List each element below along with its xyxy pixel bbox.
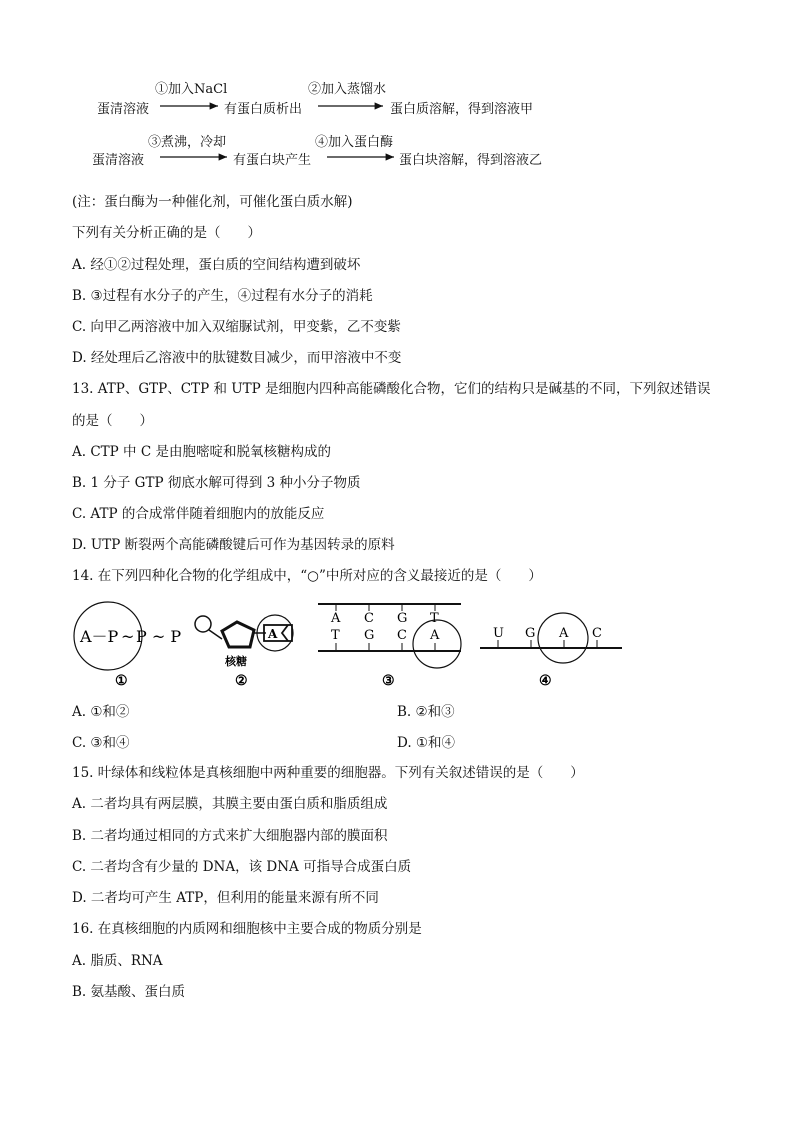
q15-option-a[interactable]: A. 二者均具有两层膜，其膜主要由蛋白质和脂质组成 [72, 796, 388, 812]
flow2-end: 蛋白块溶解，得到溶液乙 [399, 153, 543, 168]
q12-option-d[interactable]: D. 经处理后乙溶液中的肽键数目减少，而甲溶液中不变 [72, 350, 402, 366]
q14-figure2 [195, 615, 293, 689]
q14-option-d[interactable]: D. ①和④ [397, 735, 456, 751]
q16-option-a[interactable]: A. 脂质、RNA [72, 953, 163, 969]
fig3-bottom-base: A [430, 628, 440, 643]
fig1-label: ① [115, 673, 128, 689]
q12-option-b[interactable]: B. ③过程有水分子的产生，④过程有水分子的消耗 [72, 288, 373, 304]
q14-figure4 [480, 613, 622, 689]
fig1-text-tilde: ~ [121, 627, 135, 646]
q14-option-b[interactable]: B. ②和③ [397, 704, 455, 720]
q13-option-a[interactable]: A. CTP 中 C 是由胞嘧啶和脱氧核糖构成的 [72, 444, 331, 460]
fig3-bottom-base: C [397, 628, 407, 643]
flow1-step2-label: ②加入蒸馏水 [308, 82, 387, 97]
fig3-top-base: G [397, 611, 408, 626]
fig3-bottom-base: T [331, 628, 340, 643]
q15-option-d[interactable]: D. 二者均可产生 ATP，但利用的能量来源有所不同 [72, 890, 379, 906]
q14-figure1 [74, 602, 181, 689]
flow2-step1-label: ③煮沸，冷却 [148, 135, 227, 150]
flow1-start: 蛋清溶液 [97, 102, 150, 117]
fig2-phosphate-circle [195, 616, 211, 632]
q13-option-c[interactable]: C. ATP 的合成常伴随着细胞内的放能反应 [72, 506, 325, 522]
flow1-end: 蛋白质溶解，得到溶液甲 [390, 102, 534, 117]
q13-option-b[interactable]: B. 1 分子 GTP 彻底水解可得到 3 种小分子物质 [72, 475, 361, 491]
q12-stem: 下列有关分析正确的是（ ） [72, 225, 261, 241]
q15-option-b[interactable]: B. 二者均通过相同的方式来扩大细胞器内部的膜面积 [72, 828, 388, 844]
fig3-label: ③ [382, 673, 395, 689]
q16-option-b[interactable]: B. 氨基酸、蛋白质 [72, 984, 186, 1000]
fig1-text-left: A－P [80, 627, 119, 646]
q13-stem-line2: 的是（ ） [72, 413, 153, 429]
q12-note: (注：蛋白酶为一种催化剂，可催化蛋白质水解) [72, 194, 353, 210]
q14-option-c[interactable]: C. ③和④ [72, 735, 130, 751]
q14-stem: 14. 在下列四种化合物的化学组成中，“○”中所对应的含义最接近的是（ ） [72, 568, 542, 584]
fig4-base: A [559, 626, 569, 641]
q15-stem: 15. 叶绿体和线粒体是真核细胞中两种重要的细胞器。下列有关叙述错误的是（ ） [72, 765, 584, 781]
fig3-top-base: T [430, 611, 439, 626]
fig2-label: ② [235, 673, 248, 689]
q12-option-c[interactable]: C. 向甲乙两溶液中加入双缩脲试剂，甲变紫，乙不变紫 [72, 319, 401, 335]
flow2-mid: 有蛋白块产生 [233, 153, 312, 168]
fig4-base: C [592, 626, 602, 641]
q12-option-a[interactable]: A. 经①②过程处理，蛋白质的空间结构遭到破坏 [72, 257, 361, 273]
q13-stem-line1: 13. ATP、GTP、CTP 和 UTP 是细胞内四种高能磷酸化合物，它们的结构只是碱基的不同，下列叙述错误 [72, 381, 711, 397]
q14-figure3 [318, 604, 461, 689]
q16-stem: 16. 在真核细胞的内质网和细胞核中主要合成的物质分别是 [72, 921, 422, 937]
flow2-start: 蛋清溶液 [92, 153, 145, 168]
q14-figures [0, 595, 794, 695]
fig3-top-base: C [364, 611, 374, 626]
flow-arrows [0, 0, 794, 180]
fig4-base: U [493, 626, 504, 641]
fig4-label: ④ [539, 673, 552, 689]
fig1-text-right: P ~ P [136, 627, 182, 646]
flow1-mid: 有蛋白质析出 [224, 102, 303, 117]
fig3-top-base: A [331, 611, 341, 626]
q15-option-c[interactable]: C. 二者均含有少量的 DNA，该 DNA 可指导合成蛋白质 [72, 859, 412, 875]
fig4-base: G [525, 626, 536, 641]
flow1-step1-label: ①加入NaCl [155, 82, 228, 97]
q14-option-a[interactable]: A. ①和② [72, 704, 130, 720]
fig3-bottom-base: G [364, 628, 375, 643]
fig2-pentose [222, 622, 254, 647]
flow2-step2-label: ④加入蛋白酶 [315, 135, 394, 150]
q13-option-d[interactable]: D. UTP 断裂两个高能磷酸键后可作为基因转录的原料 [72, 537, 395, 553]
fig2-base: A [268, 627, 278, 641]
fig2-sugar-label: 核糖 [225, 655, 247, 668]
